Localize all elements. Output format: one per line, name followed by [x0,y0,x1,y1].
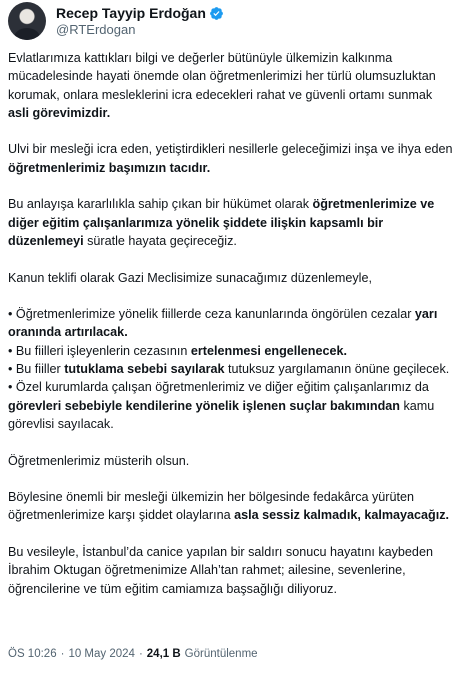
paragraph-5 [8,452,456,470]
name-row [56,5,224,22]
tweet-meta [8,648,258,660]
text: Ulvi bir mesleği icra eden, yetiştirdikleri nesillerle geleceğimizi inşa ve ihya eden [8,142,453,157]
views-count: 24,1 B [146,648,181,660]
bold-text: asla sessiz kalmadık, kalmayacağız. [234,508,450,523]
paragraph-3 [8,195,456,250]
post-time[interactable]: ÖS 10:26 [8,648,57,660]
text: Evlatlarımıza kattıkları bilgi ve değerler bütünüyle ülkemizin kalkınma mücadelesinde hayati önemde olan öğretmenlerimizi her türlü olumsuzluktan korumak, onlara mesleklerini icra edecekleri rahat ve güvenli ortamı sunmak [8,51,436,102]
text: • Öğretmenlerimize yönelik fiillerde ceza kanunlarında öngörülen cezalar [8,307,415,322]
text: süratle hayata geçireceğiz. [83,233,237,248]
tweet-text [8,49,456,598]
text: • Bu fiiller [8,362,65,377]
bold-text: ertelenmesi engellenecek. [190,343,348,358]
views-label: Görüntülenme [184,648,258,660]
author-identity [56,5,224,37]
verified-badge-icon [209,6,224,21]
text: • Bu fiilleri işleyenlerin cezasının [8,343,191,358]
paragraph-7 [8,543,456,598]
paragraph-6 [8,488,456,525]
bold-text: tutuklama sebebi sayılarak [64,362,225,377]
avatar[interactable] [8,2,46,40]
text: Böylesine önemli bir mesleği ülkemizin her bölgesinde fedakârca yürüten öğretmenlerimize karşı şiddet olaylarına [8,490,415,523]
paragraph-1 [8,49,456,122]
bold-text: öğretmenlerimiz başımızın tacıdır. [8,160,211,175]
bullet-item-1 [8,305,456,342]
paragraph-2 [8,140,456,177]
bullet-item-3 [8,360,456,378]
paragraph-4 [8,269,456,287]
bullet-item-4 [8,378,456,433]
user-handle[interactable]: @RTErdogan [56,21,136,37]
text: Bu anlayışa kararlılıkla sahip çıkan bir hükümet olarak [8,197,313,212]
post-date[interactable]: 10 May 2024 [68,648,135,660]
bold-text: öğretmenlerimize ve diğer eğitim çalışanlarımıza yönelik şiddete ilişkin kapsamlı bir düzenlemeyi [8,197,435,248]
text: Öğretmenlerimiz müsterih olsun. [8,453,190,468]
tweet-header [8,0,456,41]
separator: · [138,648,143,660]
bold-text: yarı oranında artırılacak. [8,307,438,340]
text: Kanun teklifi olarak Gazi Meclisimize sunacağımız düzenlemeyle, [8,270,372,285]
bullet-item-2 [8,342,456,360]
bold-text: asli görevimizdir. [8,105,111,120]
text: Bu vesileyle, İstanbul’da canice yapılan bir saldırı sonucu hayatını kaybeden İbrahim Oktugan öğretmenimize Allah’tan rahmet; ailesine, sevenlerine, öğrencilerine ve tüm eğitim camiamıza başsağlığı diliyoruz. [8,545,433,596]
display-name[interactable]: Recep Tayyip Erdoğan [56,4,206,21]
text: tutuksuz yargılamanın önüne geçilecek. [224,362,450,377]
separator: · [60,648,65,660]
bold-text: görevleri sebebiyle kendilerine yönelik işlenen suçlar bakımından [8,398,400,413]
text: • Özel kurumlarda çalışan öğretmenlerimiz ve diğer eğitim çalışanlarımız da [8,380,429,395]
text: kamu görevlisi sayılacak. [8,398,435,431]
